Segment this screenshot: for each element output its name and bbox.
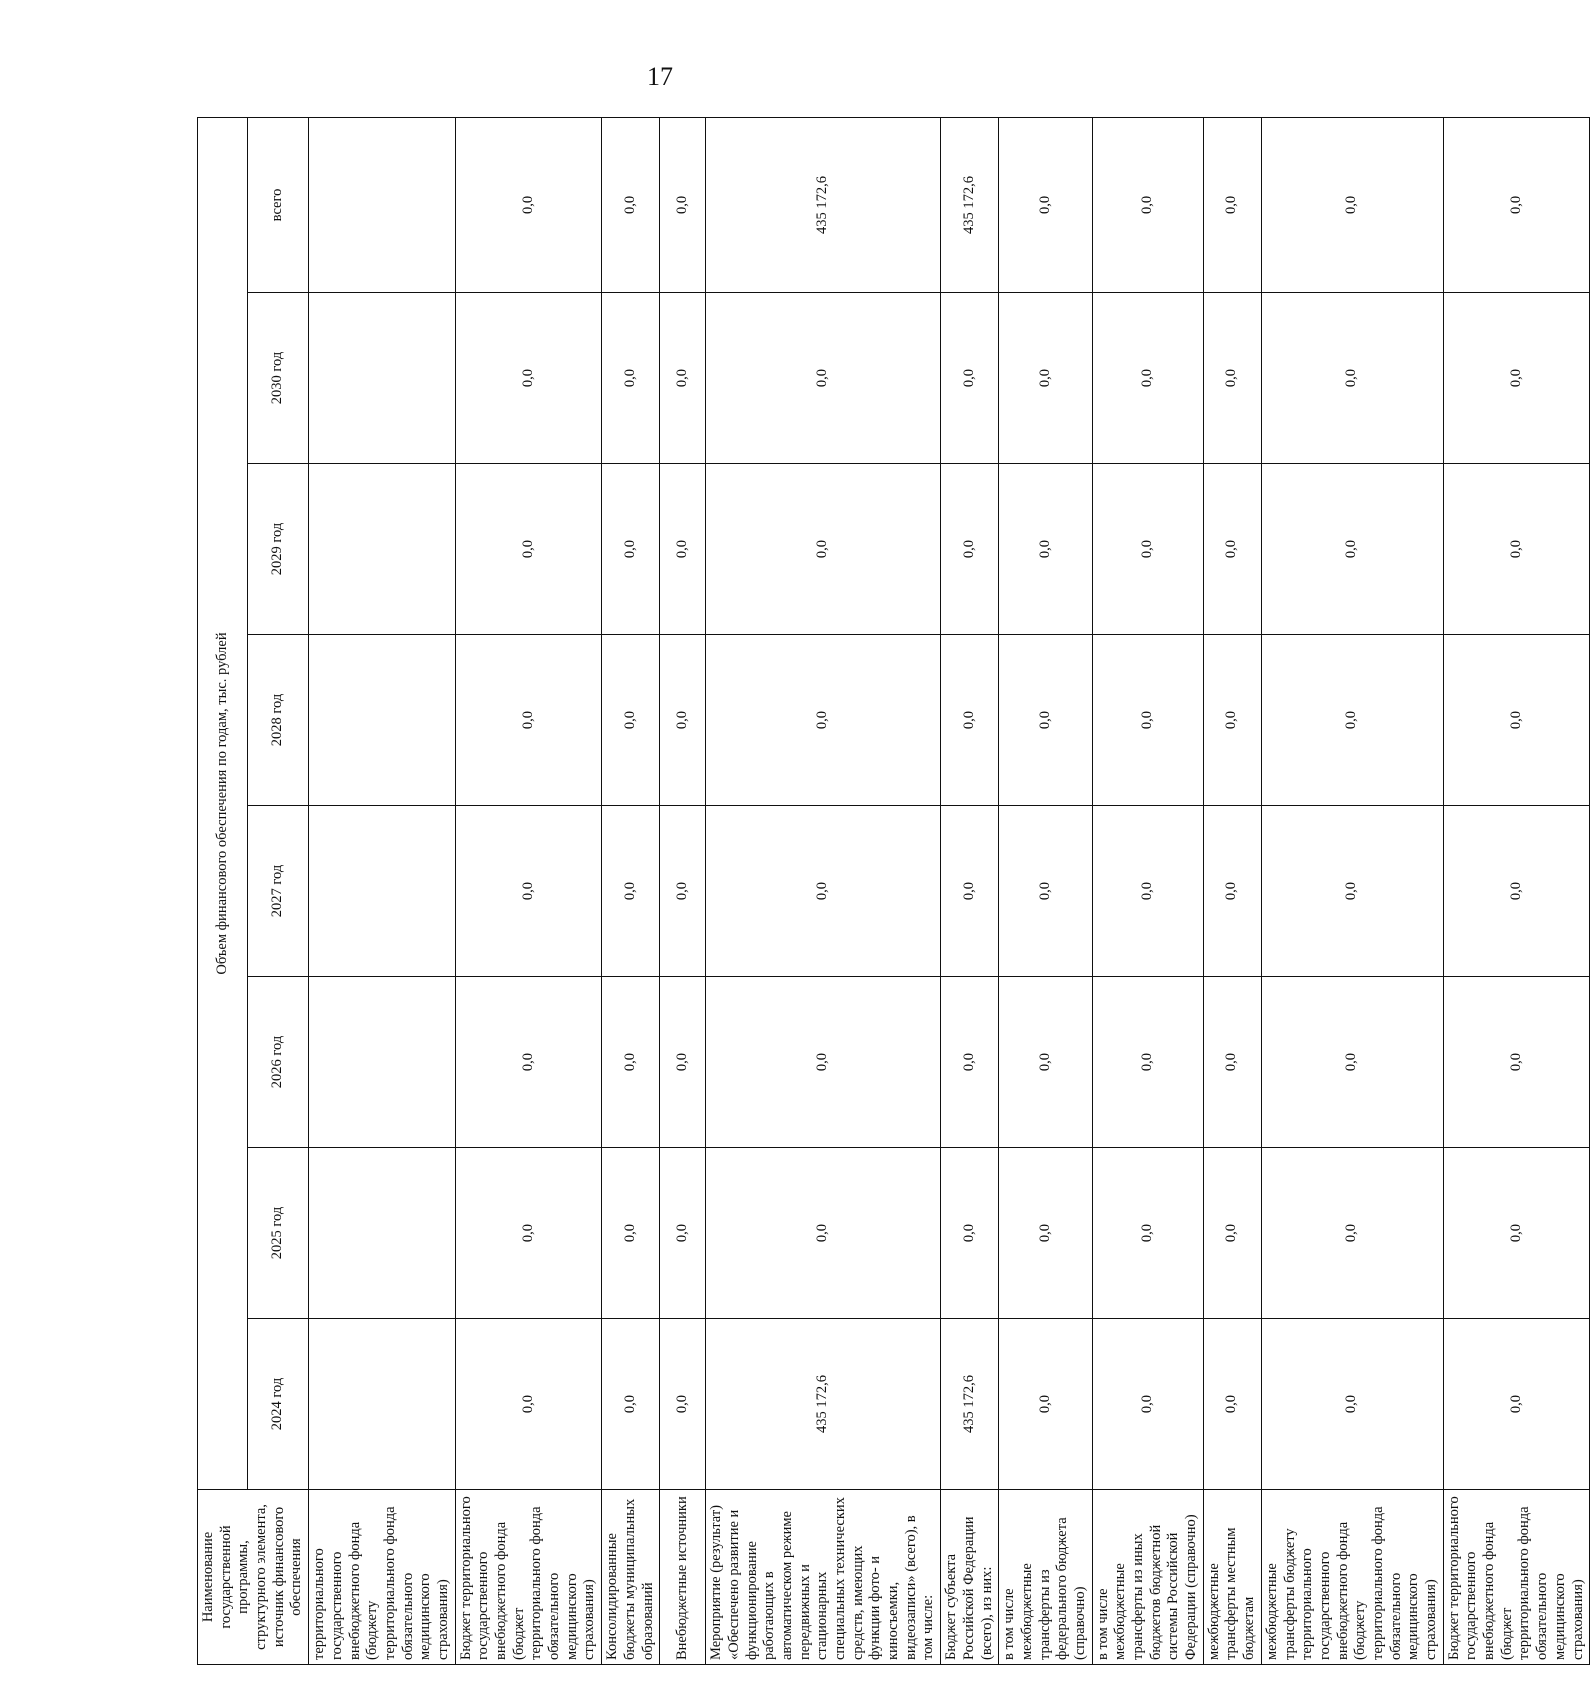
page-number: 17 [647,62,673,91]
cell-total: 0,0 [602,117,660,292]
table-row [455,117,602,1664]
cell-2030: 0,0 [999,293,1092,464]
cell-2024: 435 172,6 [941,1319,999,1490]
row-name: территориального государственного внебюджетного фонда (бюджету территориального фонда обязательного медицинского страхования) [309,1490,456,1665]
table-header-row-1 [198,117,248,1664]
cell-2025: 0,0 [455,1148,602,1319]
cell-2028: 0,0 [706,635,941,806]
cell-2027: 0,0 [660,806,706,977]
cell-2024: 0,0 [602,1319,660,1490]
cell-2030: 0,0 [455,293,602,464]
cell-2028: 0,0 [602,635,660,806]
cell-2028 [309,635,456,806]
cell-2028: 0,0 [1203,635,1261,806]
cell-2028: 0,0 [999,635,1092,806]
table-row [1092,117,1203,1664]
financing-table [197,117,1590,1665]
cell-2025: 0,0 [999,1148,1092,1319]
cell-2028: 0,0 [455,635,602,806]
cell-total: 0,0 [1092,117,1203,292]
table-header-row-2 [248,117,309,1664]
cell-2026 [309,977,456,1148]
header-year-2029: 2029 год [248,464,309,635]
cell-2028: 0,0 [1261,635,1443,806]
cell-2029: 0,0 [455,464,602,635]
header-year-2025: 2025 год [248,1148,309,1319]
cell-2029: 0,0 [941,464,999,635]
cell-2029: 0,0 [1261,464,1443,635]
cell-2030: 0,0 [660,293,706,464]
header-name-column [198,1490,309,1665]
table-row [1203,117,1261,1664]
row-name: Консолидированные бюджеты муниципальных образований [602,1490,660,1665]
row-name: Внебюджетные источники [660,1490,706,1665]
row-name: Бюджет территориального государственного внебюджетного фонда (бюджет территориального фонда обязательного медицинского страхования) [455,1490,602,1665]
cell-2027: 0,0 [1203,806,1261,977]
cell-2025: 0,0 [706,1148,941,1319]
header-total: всего [248,117,309,292]
header-year-2026: 2026 год [248,977,309,1148]
cell-2026: 0,0 [1092,977,1203,1148]
cell-2029: 0,0 [706,464,941,635]
cell-2026: 0,0 [660,977,706,1148]
cell-2026: 0,0 [455,977,602,1148]
header-year-2024: 2024 год [248,1319,309,1490]
header-year-2030: 2030 год [248,293,309,464]
cell-2024: 0,0 [999,1319,1092,1490]
row-name: в том числе межбюджетные трансферты из иных бюджетов бюджетной системы Российской Федерации (справочно) [1092,1490,1203,1665]
cell-2024: 0,0 [1203,1319,1261,1490]
cell-2030: 0,0 [1443,293,1590,464]
row-name: в том числе межбюджетные трансферты из федерального бюджета (справочно) [999,1490,1092,1665]
cell-2026: 0,0 [999,977,1092,1148]
cell-2027: 0,0 [941,806,999,977]
cell-2025: 0,0 [1443,1148,1590,1319]
cell-2028: 0,0 [660,635,706,806]
cell-2025: 0,0 [1203,1148,1261,1319]
cell-2028: 0,0 [941,635,999,806]
cell-total: 0,0 [1261,117,1443,292]
cell-2029: 0,0 [660,464,706,635]
cell-2027 [309,806,456,977]
row-name: межбюджетные трансферты бюджету территориального государственного внебюджетного фонда (бюджету территориального фонда обязательного медицинского страхования) [1261,1490,1443,1665]
cell-total: 0,0 [999,117,1092,292]
row-name: межбюджетные трансферты местным бюджетам [1203,1490,1261,1665]
cell-2030: 0,0 [1092,293,1203,464]
cell-2029: 0,0 [999,464,1092,635]
cell-2026: 0,0 [941,977,999,1148]
cell-total: 435 172,6 [706,117,941,292]
table-row [706,117,941,1664]
cell-2030: 0,0 [706,293,941,464]
cell-2025: 0,0 [941,1148,999,1319]
cell-2029: 0,0 [1443,464,1590,635]
cell-2024: 0,0 [1443,1319,1590,1490]
cell-2028: 0,0 [1443,635,1590,806]
cell-2024: 0,0 [1261,1319,1443,1490]
header-name-line-2: структурного элемента, [253,1504,270,1650]
cell-2029: 0,0 [602,464,660,635]
cell-2028: 0,0 [1092,635,1203,806]
row-name: Мероприятие (результат) «Обеспечено развитие и функционирование работающих в автоматическом режиме передвижных и стационарных специальных технических средств, имеющих функции фото- и киносъемки, видеозаписи» (всего), в том числе: [706,1490,941,1665]
header-name-line-1: Наименование государственной программы, [200,1525,252,1629]
cell-2027: 0,0 [1261,806,1443,977]
cell-2027: 0,0 [455,806,602,977]
cell-2026: 0,0 [1443,977,1590,1148]
cell-2027: 0,0 [706,806,941,977]
cell-2024: 0,0 [660,1319,706,1490]
cell-2026: 0,0 [602,977,660,1148]
cell-2025: 0,0 [602,1148,660,1319]
cell-2030 [309,293,456,464]
cell-2029: 0,0 [1092,464,1203,635]
cell-2030: 0,0 [941,293,999,464]
cell-2024: 435 172,6 [706,1319,941,1490]
cell-2027: 0,0 [602,806,660,977]
cell-2024 [309,1319,456,1490]
cell-2024: 0,0 [455,1319,602,1490]
table-row [1261,117,1443,1664]
cell-2027: 0,0 [1092,806,1203,977]
table-row [602,117,660,1664]
table-row [660,117,706,1664]
cell-2030: 0,0 [1261,293,1443,464]
cell-2026: 0,0 [1261,977,1443,1148]
header-year-2027: 2027 год [248,806,309,977]
cell-2027: 0,0 [999,806,1092,977]
cell-total: 435 172,6 [941,117,999,292]
cell-2025: 0,0 [1261,1148,1443,1319]
financing-table-container [197,118,1586,1665]
header-volume-title: Объем финансового обеспечения по годам, тыс. рублей [198,117,248,1489]
cell-2026: 0,0 [706,977,941,1148]
cell-2025: 0,0 [1092,1148,1203,1319]
cell-2025: 0,0 [660,1148,706,1319]
cell-2024: 0,0 [1092,1319,1203,1490]
table-row [941,117,999,1664]
cell-2029 [309,464,456,635]
table-row [309,117,456,1664]
cell-2025 [309,1148,456,1319]
header-name-line-3: источник финансового обеспечения [270,1506,305,1648]
cell-2027: 0,0 [1443,806,1590,977]
cell-total [309,117,456,292]
cell-2030: 0,0 [1203,293,1261,464]
table-row [999,117,1092,1664]
cell-total: 0,0 [1443,117,1590,292]
cell-2030: 0,0 [602,293,660,464]
header-year-2028: 2028 год [248,635,309,806]
cell-total: 0,0 [455,117,602,292]
row-name: Бюджет территориального государственного внебюджетного фонда (бюджет территориального фонда обязательного медицинского страхования) [1443,1490,1590,1665]
row-name: Бюджет субъекта Российской Федерации (всего), из них: [941,1490,999,1665]
cell-total: 0,0 [1203,117,1261,292]
table-row [1443,117,1590,1664]
cell-2029: 0,0 [1203,464,1261,635]
cell-total: 0,0 [660,117,706,292]
cell-2026: 0,0 [1203,977,1261,1148]
